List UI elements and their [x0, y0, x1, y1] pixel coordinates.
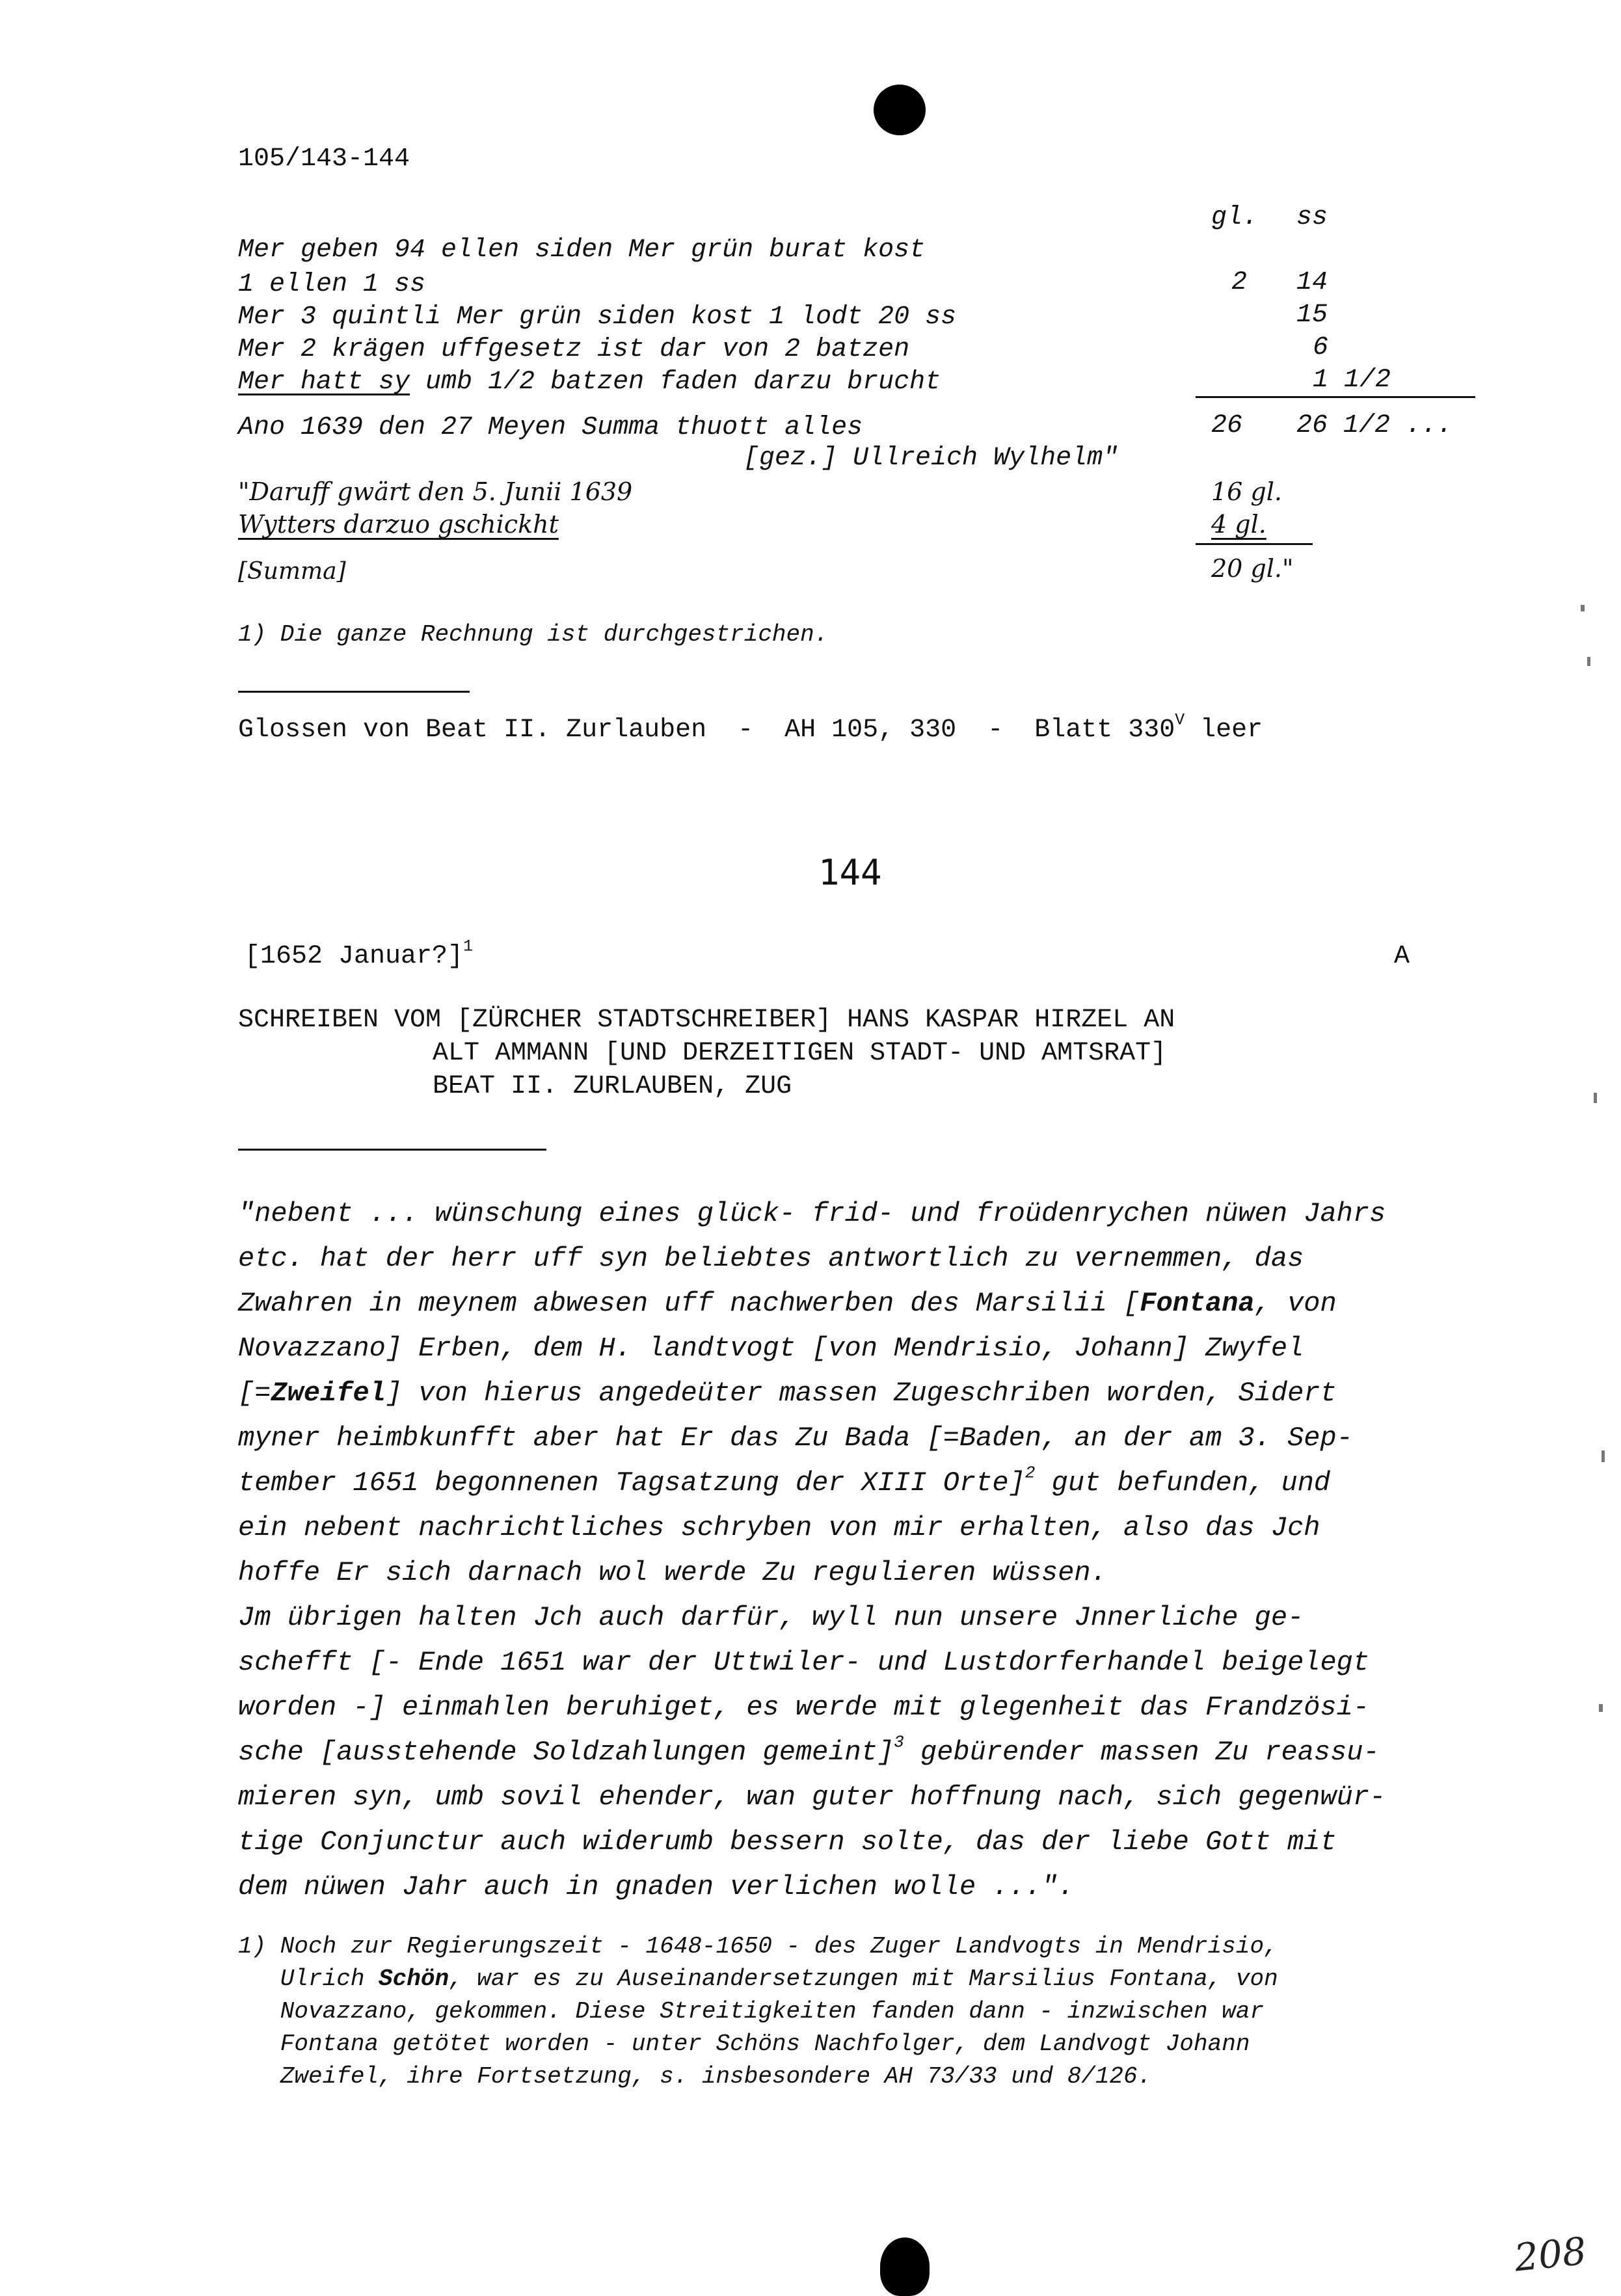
account-line-rest: umb 1/2 batzen faden darzu brucht [410, 367, 941, 397]
body-text: ] von hierus angedeüter massen Zugeschriben worden, Sidert [385, 1378, 1337, 1409]
footnote-marker: 2 [1025, 1463, 1036, 1483]
punch-hole-bottom [880, 2237, 930, 2296]
summa-label: [Summa] [238, 558, 346, 585]
body-text: gebürender massen Zu reassu- [904, 1737, 1380, 1768]
amount-ss: 14 [1296, 268, 1328, 297]
body-name-bold: Zweifel [271, 1378, 386, 1409]
account-line: 1 ellen 1 ss [238, 270, 426, 299]
scan-speck [1587, 657, 1590, 666]
heading-line: ALT AMMANN [UND DERZEITIGEN STADT- UND AMTSRAT] [433, 1039, 1167, 1068]
body-line [238, 1730, 1494, 1775]
total-ss: 26 1/2 ... [1296, 411, 1453, 440]
body-line: schefft [- Ende 1651 war der Uttwiler- und Lustdorferhandel beigelegt [238, 1647, 1370, 1678]
account-line-underlined: Mer hatt sy [238, 367, 410, 397]
document-number: 144 [818, 852, 882, 893]
footnote-text: , war es zu Auseinandersetzungen mit Marsilius Fontana, von [449, 1966, 1278, 1992]
column-header-ss: ss [1296, 203, 1328, 232]
footnote-line: Fontana getötet worden - unter Schöns Nachfolger, dem Landvogt Johann [238, 2031, 1250, 2057]
date-footnote-marker: 1 [463, 937, 473, 956]
handwritten-value-text: 4 gl. [1211, 510, 1266, 539]
amount-ss: 6 [1313, 333, 1329, 362]
scan-speck [1581, 605, 1585, 611]
body-line [238, 1461, 1494, 1506]
date-text: [1652 Januar?] [245, 942, 464, 971]
footnote-separator [238, 691, 470, 693]
body-text: [= [238, 1378, 271, 1409]
sum-rule-2 [1196, 543, 1313, 545]
gloss-line [238, 711, 1263, 745]
signature: [gez.] Ullreich Wylhelm" [744, 444, 1119, 473]
body-text: sche [ausstehende Soldzahlungen gemeint] [238, 1737, 894, 1768]
body-name-bold: Fontana [1140, 1288, 1255, 1319]
handwritten-value [1211, 510, 1266, 539]
body-line: etc. hat der herr uff syn beliebtes antwortlich zu vernemmen, das [238, 1243, 1304, 1274]
body-line: dem nüwen Jahr auch in gnaden verlichen wolle ...". [238, 1871, 1075, 1902]
body-line: Jm übrigen halten Jch auch darfür, wyll nun unsere Jnnerliche ge- [238, 1602, 1304, 1633]
handwritten-line: "Daruff gwärt den 5. Junii 1639 [238, 477, 633, 506]
document-type: A [1394, 942, 1410, 971]
total-line: Ano 1639 den 27 Meyen Summa thuott alles [238, 413, 863, 442]
body-text: gut befunden, und [1035, 1467, 1331, 1499]
body-line: myner heimbkunfft aber hat Er das Zu Bada [=Baden, an der am 3. Sep- [238, 1422, 1353, 1454]
body-line [238, 1281, 1494, 1326]
footnote-line: Novazzano, gekommen. Diese Streitigkeiten fanden dann - inzwischen war [238, 1998, 1265, 2025]
body-line: tige Conjunctur auch widerumb bessern solte, das der liebe Gott mit [238, 1826, 1337, 1858]
punch-hole-top [874, 85, 926, 135]
scan-speck [1599, 1704, 1603, 1712]
summa-value: 20 gl." [1211, 554, 1294, 583]
gloss-text: Glossen von Beat II. Zurlauben - AH 105, 330 - Blatt 330 [238, 715, 1175, 745]
footnote-line [238, 1963, 1278, 1996]
account-line: Mer 2 krägen uffgesetz ist dar von 2 batzen [238, 335, 910, 364]
sum-rule [1196, 396, 1475, 398]
page-reference: 105/143-144 [238, 144, 410, 174]
document-date [245, 937, 473, 971]
handwritten-page-number: 208 [1512, 2228, 1588, 2280]
handwritten-value: 16 gl. [1211, 477, 1282, 506]
account-line: Mer geben 94 ellen siden Mer grün burat kost [238, 235, 926, 265]
total-gl: 26 [1211, 411, 1243, 440]
heading-line: BEAT II. ZURLAUBEN, ZUG [433, 1072, 792, 1101]
footnote-text: Ulrich [238, 1966, 379, 1992]
body-text: , von [1254, 1288, 1337, 1319]
body-line: Novazzano] Erben, dem H. landtvogt [von Mendrisio, Johann] Zwyfel [238, 1333, 1304, 1364]
amount-ss: 15 [1296, 300, 1328, 330]
amount-gl: 2 [1231, 268, 1248, 297]
footnote-previous: 1) Die ganze Rechnung ist durchgestrichen. [238, 621, 829, 648]
body-text: tember 1651 begonnenen Tagsatzung der XIII Orte] [238, 1467, 1025, 1499]
footnote-marker: 3 [894, 1732, 904, 1752]
amount-ss: 1 1/2 [1313, 366, 1391, 395]
body-line: ein nebent nachrichtliches schryben von mir erhalten, also das Jch [238, 1512, 1320, 1543]
footnote-name-bold: Schön [379, 1966, 449, 1992]
footnote-line: Zweifel, ihre Fortsetzung, s. insbesondere AH 73/33 und 8/126. [238, 2063, 1152, 2090]
gloss-sup: V [1175, 711, 1185, 730]
handwritten-line [238, 510, 559, 539]
body-line: worden -] einmahlen beruhiget, es werde mit glegenheit das Frandzösi- [238, 1692, 1370, 1723]
column-header-gl: gl. [1211, 203, 1259, 232]
footnote-line: 1) Noch zur Regierungszeit - 1648-1650 - des Zuger Landvogts in Mendrisio, [238, 1933, 1278, 1960]
body-text: Zwahren in meynem abwesen uff nachwerben des Marsilii [ [238, 1288, 1140, 1319]
handwritten-line-text: Wytters darzuo gschickht [238, 510, 559, 539]
heading-line: SCHREIBEN VOM [ZÜRCHER STADTSCHREIBER] HANS KASPAR HIRZEL AN [238, 1006, 1175, 1035]
heading-separator [238, 1149, 546, 1151]
account-line: Mer 3 quintli Mer grün siden kost 1 lodt 20 ss [238, 302, 957, 332]
gloss-after: leer [1185, 715, 1263, 745]
body-line: "nebent ... wünschung eines glück- frid- und froüdenrychen nüwen Jahrs [238, 1198, 1386, 1229]
account-line [238, 367, 941, 397]
scan-speck [1601, 1450, 1605, 1462]
body-line: mieren syn, umb sovil ehender, wan guter hoffnung nach, sich gegenwür- [238, 1782, 1386, 1813]
body-line: hoffe Er sich darnach wol werde Zu regulieren wüssen. [238, 1557, 1107, 1588]
scan-speck [1594, 1093, 1597, 1103]
body-line [238, 1371, 1494, 1416]
